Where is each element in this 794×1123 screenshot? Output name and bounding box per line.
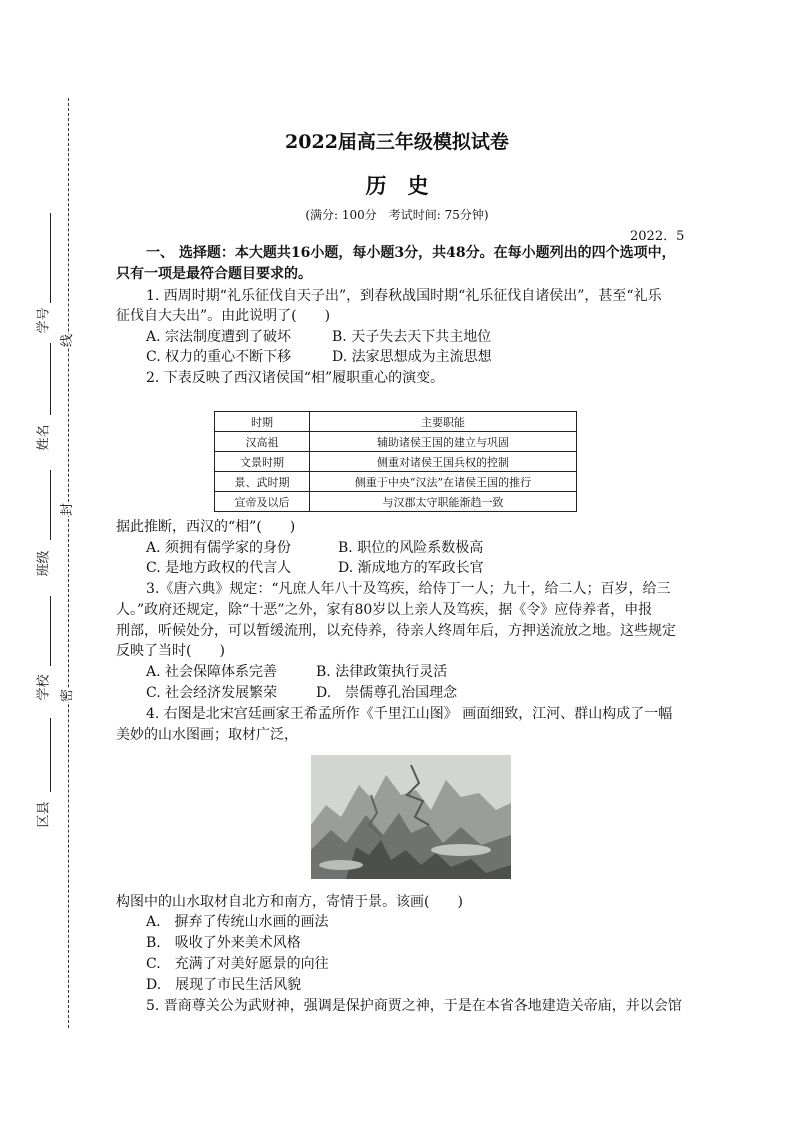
q3-stem-line1: 3.《唐六典》规定：“凡庶人年八十及笃疾，给侍丁一人；九十，给二人；百岁，给三 [146,581,671,597]
table-cell: 辅助诸侯王国的建立与巩固 [310,432,577,452]
q3-option-b: B. 法律政策执行灵活 [316,664,448,680]
q2-option-b: B. 职位的风险系数极高 [338,540,484,556]
table-cell: 景、武时期 [215,472,310,492]
name-label: 姓名 [36,424,52,451]
table-header-row [215,412,577,432]
q4-option-a: A. 摒弃了传统山水画的画法 [146,914,329,930]
school-label: 学校 [36,674,52,701]
q2-follow: 据此推断，西汉的“相”( ) [116,519,296,535]
seal-mark-secret: 密 [60,688,76,703]
q5-stem-line1: 5. 晋商尊关公为武财神，强调是保护商贾之神，于是在本省各地建造关帝庙，并以会馆 [146,998,682,1014]
table-cell: 与汉郡太守职能渐趋一致 [310,492,577,512]
seal-mark-seal: 封 [60,502,76,517]
exam-title: 2022届高三年级模拟试卷 [285,131,509,153]
q3-stem-line2: 人。”政府还规定，除“十恶”之外，家有80岁以上亲人及笃疾，据《令》应侍养者，申报 [116,602,653,618]
section-heading-cont: 只有一项是最符合题目要求的。 [116,266,312,282]
student-id-fill-line [50,213,51,303]
q4-stem-line1: 4. 右图是北宋宫廷画家王希孟所作《千里江山图》 画面细致，江河、群山构成了一幅 [146,706,673,722]
section-heading: 一、 选择题：本大题共16小题，每小题3分，共48分。在每小题列出的四个选项中， [146,245,676,261]
exam-date: 2022．5 [630,229,685,244]
table-header-cell: 时期 [215,412,310,432]
table-row [215,452,577,472]
binding-dashed-line [68,98,69,1028]
table-row [215,492,577,512]
q2-table [214,411,577,512]
subject-title: 历 史 [365,173,429,198]
q1-stem-line2: 征伐自大夫出”。由此说明了( ) [116,308,331,324]
exam-meta: (满分: 100分 考试时间: 75分钟) [305,208,489,222]
q3-option-d: D. 崇儒尊孔治国理念 [316,685,458,701]
q2-option-a: A. 须拥有儒学家的身份 [146,540,292,556]
q3-stem-line3: 刑部，听候处分，可以暂缓流刑，以充侍养，待亲人终周年后，方押送流放之地。这些规定 [116,623,676,639]
school-fill-line [50,596,51,666]
table-header-cell: 主要职能 [310,412,577,432]
table-cell: 文景时期 [215,452,310,472]
q1-option-b: B. 天子失去天下共主地位 [332,329,492,345]
q3-option-a: A. 社会保障体系完善 [146,664,278,680]
q1-option-d: D. 法家思想成为主流思想 [332,349,492,365]
q1-option-c: C. 权力的重心不断下移 [146,349,292,365]
table-cell: 汉高祖 [215,432,310,452]
q1-stem-line1: 1. 西周时期“礼乐征伐自天子出”，到春秋战国时期“礼乐征伐自诸侯出”，甚至“礼乐 [146,288,662,304]
table-row [215,432,577,452]
q4-option-b: B. 吸收了外来美术风格 [146,935,301,951]
landscape-painting-image [311,755,511,879]
q4-option-d: D. 展现了市民生活风貌 [146,977,302,993]
q1-option-a: A. 宗法制度遭到了破坏 [146,329,292,345]
q4-option-c: C. 充满了对美好愿景的向往 [146,956,329,972]
seal-mark-line: 线 [60,333,76,348]
student-id-label: 学号 [36,307,52,334]
q2-stem: 2. 下表反映了西汉诸侯国“相”履职重心的演变。 [146,370,445,386]
district-fill-line [50,718,51,792]
q3-option-c: C. 社会经济发展繁荣 [146,685,278,701]
q4-follow: 构图中的山水取材自北方和南方，寄情于景。该画( ) [116,894,463,910]
q3-stem-line4: 反映了当时( ) [116,643,225,659]
table-cell: 宣帝及以后 [215,492,310,512]
class-label: 班级 [36,550,52,577]
table-cell: 侧重于中央“汉法”在诸侯王国的推行 [310,472,577,492]
table-row [215,472,577,492]
name-fill-line [50,343,51,415]
district-label: 区县 [36,801,52,828]
table-cell: 侧重对诸侯王国兵权的控制 [310,452,577,472]
q2-option-c: C. 是地方政权的代言人 [146,560,292,576]
class-fill-line [50,470,51,540]
q2-option-d: D. 渐成地方的军政长官 [338,560,484,576]
q4-stem-line2: 美妙的山水图画；取材广泛， [116,727,298,743]
